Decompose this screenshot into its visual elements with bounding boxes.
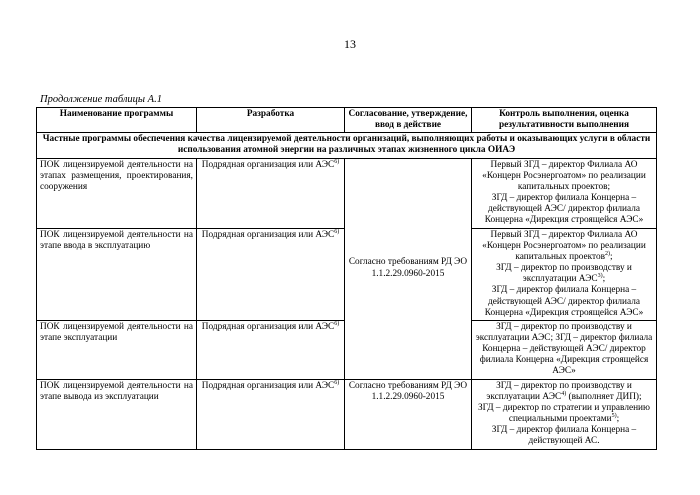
- development-text: Подрядная организация или АЭС: [201, 380, 335, 391]
- footnote-ref: 4): [561, 390, 567, 397]
- control-text: ЗГД – директор филиала Концерна – действующей АЭС/ директор филиала Концерна «Дирекция строящейся АЭС»: [484, 285, 644, 318]
- table-header-row: [37, 108, 657, 133]
- program-name: ПОК лицензируемой деятельности на этапе эксплуатации: [37, 320, 197, 379]
- development-text: Подрядная организация или АЭС: [201, 321, 335, 332]
- development-cell: [197, 228, 345, 320]
- control-text: ЗГД – директор по производству и эксплуатации АЭС: [496, 263, 632, 285]
- control-text: Первый ЗГД – директор Филиала АО «Концерн Росэнергоатом» по реализации капитальных проектов: [482, 229, 646, 262]
- footnote-ref: 2): [605, 250, 611, 257]
- control-text: ЗГД – директор по стратегии и управлению специальными проектами: [478, 402, 650, 425]
- section-title-row: [37, 133, 657, 158]
- control-cell: [472, 158, 657, 228]
- control-text: (выполняет ДИП);: [566, 391, 642, 402]
- footnote-ref: 6): [334, 320, 340, 327]
- development-text: Подрядная организация или АЭС: [201, 159, 335, 170]
- control-text: ;: [616, 414, 620, 425]
- control-text: ЗГД – директор филиала Концерна – действующей АС.: [491, 425, 637, 447]
- table-row: [37, 158, 657, 228]
- program-name: ПОК лицензируемой деятельности на этапах размещения, проектирования, сооружения: [37, 158, 197, 228]
- control-text: ;: [610, 251, 613, 262]
- development-cell: [197, 158, 345, 228]
- header-approval: Согласование, утверждение, ввод в действие: [345, 108, 472, 133]
- development-text: Подрядная организация или АЭС: [201, 229, 335, 240]
- program-name: ПОК лицензируемой деятельности на этапе ввода в эксплуатацию: [37, 228, 197, 320]
- requirements-table: [36, 107, 657, 450]
- program-name: ПОК лицензируемой деятельности на этапе вывода из эксплуатации: [37, 379, 197, 449]
- table-row: [37, 379, 657, 449]
- table-caption: Продолжение таблицы А.1: [40, 94, 162, 105]
- footnote-ref: 6): [334, 158, 340, 165]
- footnote-ref: 3): [597, 273, 603, 280]
- approval-cell: Согласно требованиям РД ЭО 1.1.2.29.0960-2015: [345, 379, 472, 449]
- control-text: ЗГД – директор филиала Концерна – действующей АЭС/ директор филиала Концерна «Дирекция строящейся АЭС»: [484, 193, 644, 226]
- development-cell: [197, 379, 345, 449]
- control-text: Первый ЗГД – директор Филиала АО «Концерн Росэнергоатом» по реализации капитальных проектов;: [482, 159, 646, 192]
- header-control: Контроль выполнения, оценка результативности выполнения: [472, 108, 657, 133]
- development-cell: [197, 320, 345, 379]
- control-cell: [472, 228, 657, 320]
- control-cell: [472, 379, 657, 449]
- control-text: ЗГД – директор по производству и эксплуатации АЭС: [486, 380, 632, 402]
- footnote-ref: 6): [334, 379, 340, 386]
- approval-merged-cell: Согласно требованиям РД ЭО 1.1.2.29.0960-2015: [345, 158, 472, 379]
- control-text: ;: [602, 274, 606, 285]
- header-development: Разработка: [197, 108, 345, 133]
- section-title: Частные программы обеспечения качества лицензируемой деятельности организаций, выполняющих работы и оказывающих услуги в области использования атомной энергии на различных этапах жизненного цикла ОИАЭ: [37, 133, 657, 158]
- footnote-ref: 6): [334, 228, 340, 235]
- control-text: ЗГД – директор по производству и эксплуатации АЭС; ЗГД – директор филиала Концерна – действующей АЭС/ директор филиала Концерна «Дирекция строящейся АЭС»: [475, 321, 653, 377]
- page-number: 13: [344, 37, 356, 51]
- control-cell: [472, 320, 657, 379]
- footnote-ref: 5): [611, 412, 617, 419]
- header-program-name: Наименование программы: [37, 108, 197, 133]
